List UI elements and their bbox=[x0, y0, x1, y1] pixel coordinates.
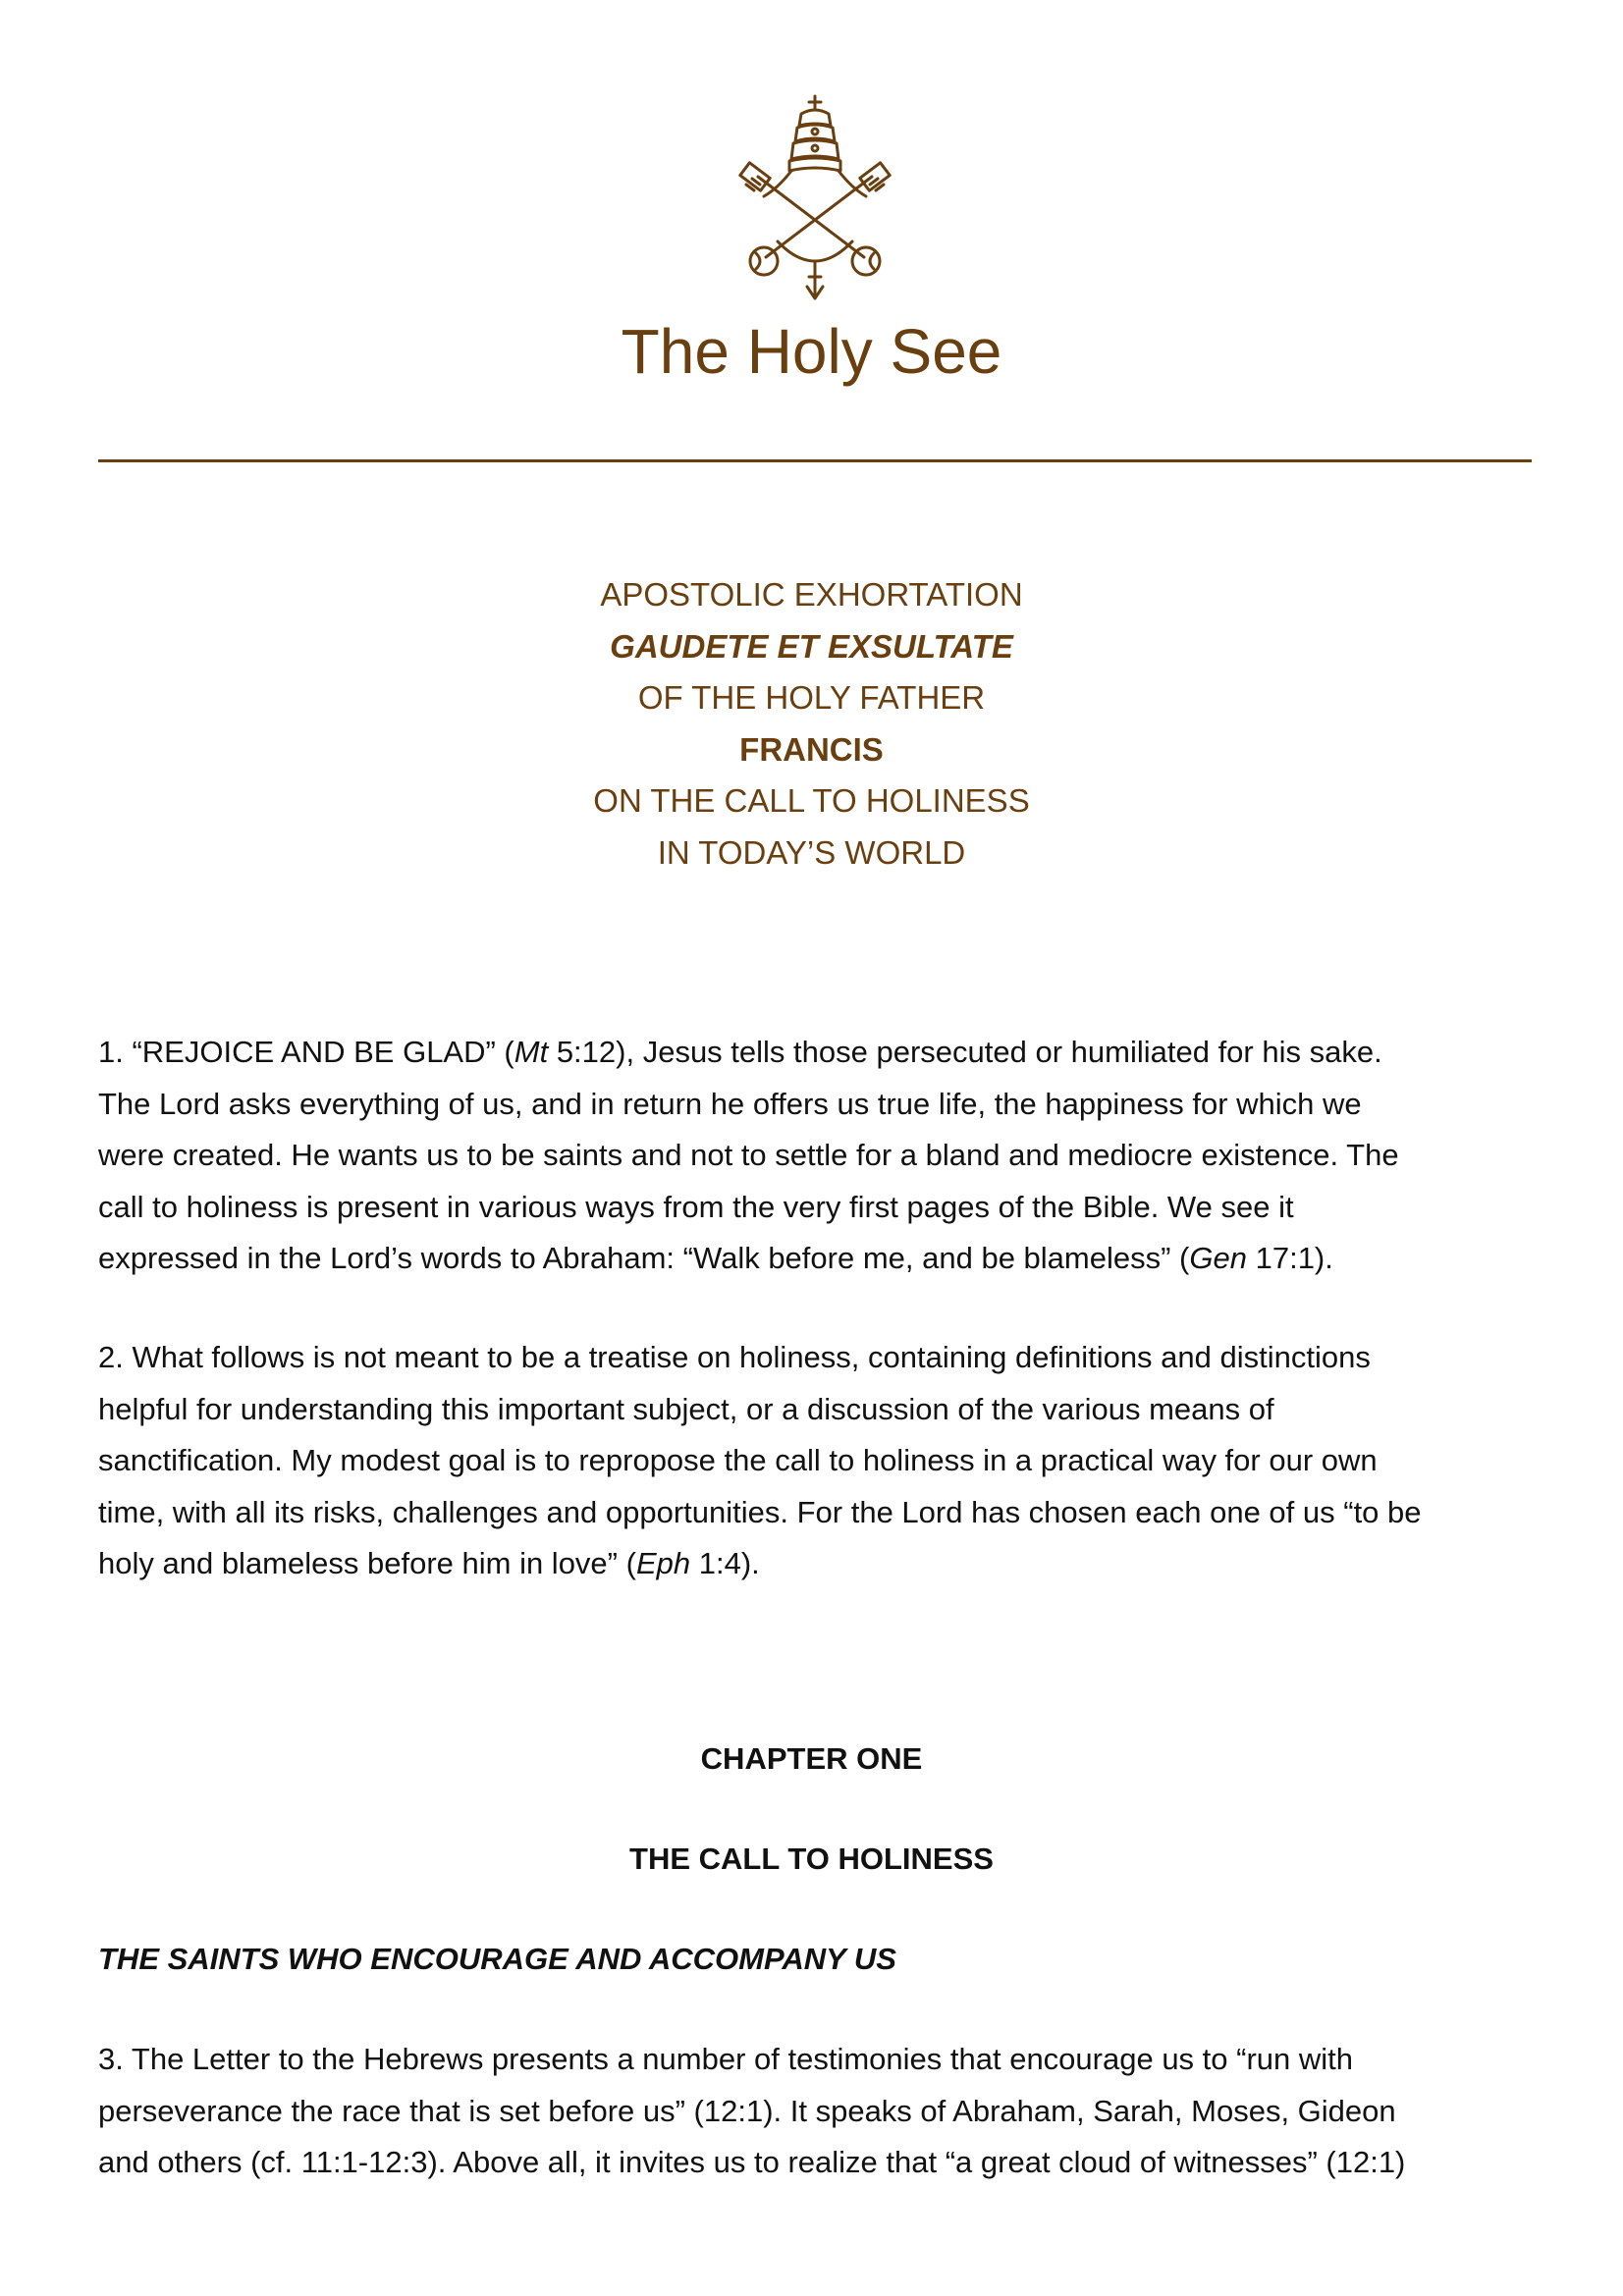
site-title: The Holy See bbox=[621, 316, 1002, 387]
chapter-title: THE CALL TO HOLINESS bbox=[629, 1842, 994, 1876]
text-line: were created. He wants us to be saints and not to settle for a bland and mediocre existence. The bbox=[98, 1138, 1399, 1172]
text-line: perseverance the race that is set before us” (12:1). It speaks of Abraham, Sarah, Moses, Gideon bbox=[98, 2093, 1396, 2128]
text-run: expressed in the Lord’s words to Abraham: “Walk before me, and be blameless” ( bbox=[98, 1241, 1190, 1275]
heading-line: OF THE HOLY FATHER bbox=[637, 679, 986, 716]
text-run: 1:4). bbox=[690, 1546, 760, 1580]
heading-line: ON THE CALL TO HOLINESS bbox=[593, 782, 1030, 819]
header-divider bbox=[98, 459, 1532, 462]
scripture-reference: Gen bbox=[1189, 1241, 1247, 1275]
heading-line: IN TODAY’S WORLD bbox=[657, 833, 966, 871]
text-line: sanctification. My modest goal is to repropose the call to holiness in a practical way for our own bbox=[98, 1443, 1378, 1477]
paragraph-2 bbox=[98, 1332, 1532, 1590]
text-run: 5:12), Jesus tells those persecuted or humiliated for his sake. bbox=[548, 1035, 1382, 1069]
holy-see-emblem-icon bbox=[729, 94, 901, 302]
text-line: call to holiness is present in various ways from the very first pages of the Bible. We see it bbox=[98, 1189, 1294, 1224]
text-run: holy and blameless before him in love” ( bbox=[98, 1546, 636, 1580]
paragraph-1 bbox=[98, 1027, 1532, 1285]
text-line bbox=[98, 1233, 1532, 1285]
text-line: time, with all its risks, challenges and opportunities. For the Lord has chosen each one of us “to be bbox=[98, 1494, 1422, 1529]
text-line bbox=[98, 1027, 1532, 1079]
author-name: FRANCIS bbox=[739, 730, 884, 768]
document-heading bbox=[0, 569, 1623, 879]
document-title: GAUDETE ET EXSULTATE bbox=[610, 627, 1013, 665]
text-line bbox=[98, 1538, 1532, 1590]
section-title: THE SAINTS WHO ENCOURAGE AND ACCOMPANY US bbox=[98, 1942, 896, 1976]
text-line: and others (cf. 11:1-12:3). Above all, it invites us to realize that “a great cloud of witnesses” (12:1) bbox=[98, 2145, 1406, 2179]
text-line: 2. What follows is not meant to be a treatise on holiness, containing definitions and distinctions bbox=[98, 1340, 1371, 1374]
text-line: 3. The Letter to the Hebrews presents a number of testimonies that encourage us to “run with bbox=[98, 2042, 1354, 2076]
scripture-reference: Eph bbox=[635, 1546, 691, 1580]
heading-line: APOSTOLIC EXHORTATION bbox=[600, 576, 1023, 613]
text-line: The Lord asks everything of us, and in return he offers us true life, the happiness for which we bbox=[98, 1086, 1362, 1121]
scripture-reference: Mt bbox=[514, 1035, 549, 1069]
text-run: 17:1). bbox=[1246, 1241, 1333, 1275]
text-line: helpful for understanding this important subject, or a discussion of the various means of bbox=[98, 1391, 1274, 1426]
paragraph-3 bbox=[98, 2034, 1532, 2189]
chapter-number: CHAPTER ONE bbox=[700, 1741, 923, 1776]
text-run: 1. “REJOICE AND BE GLAD” ( bbox=[98, 1035, 514, 1069]
